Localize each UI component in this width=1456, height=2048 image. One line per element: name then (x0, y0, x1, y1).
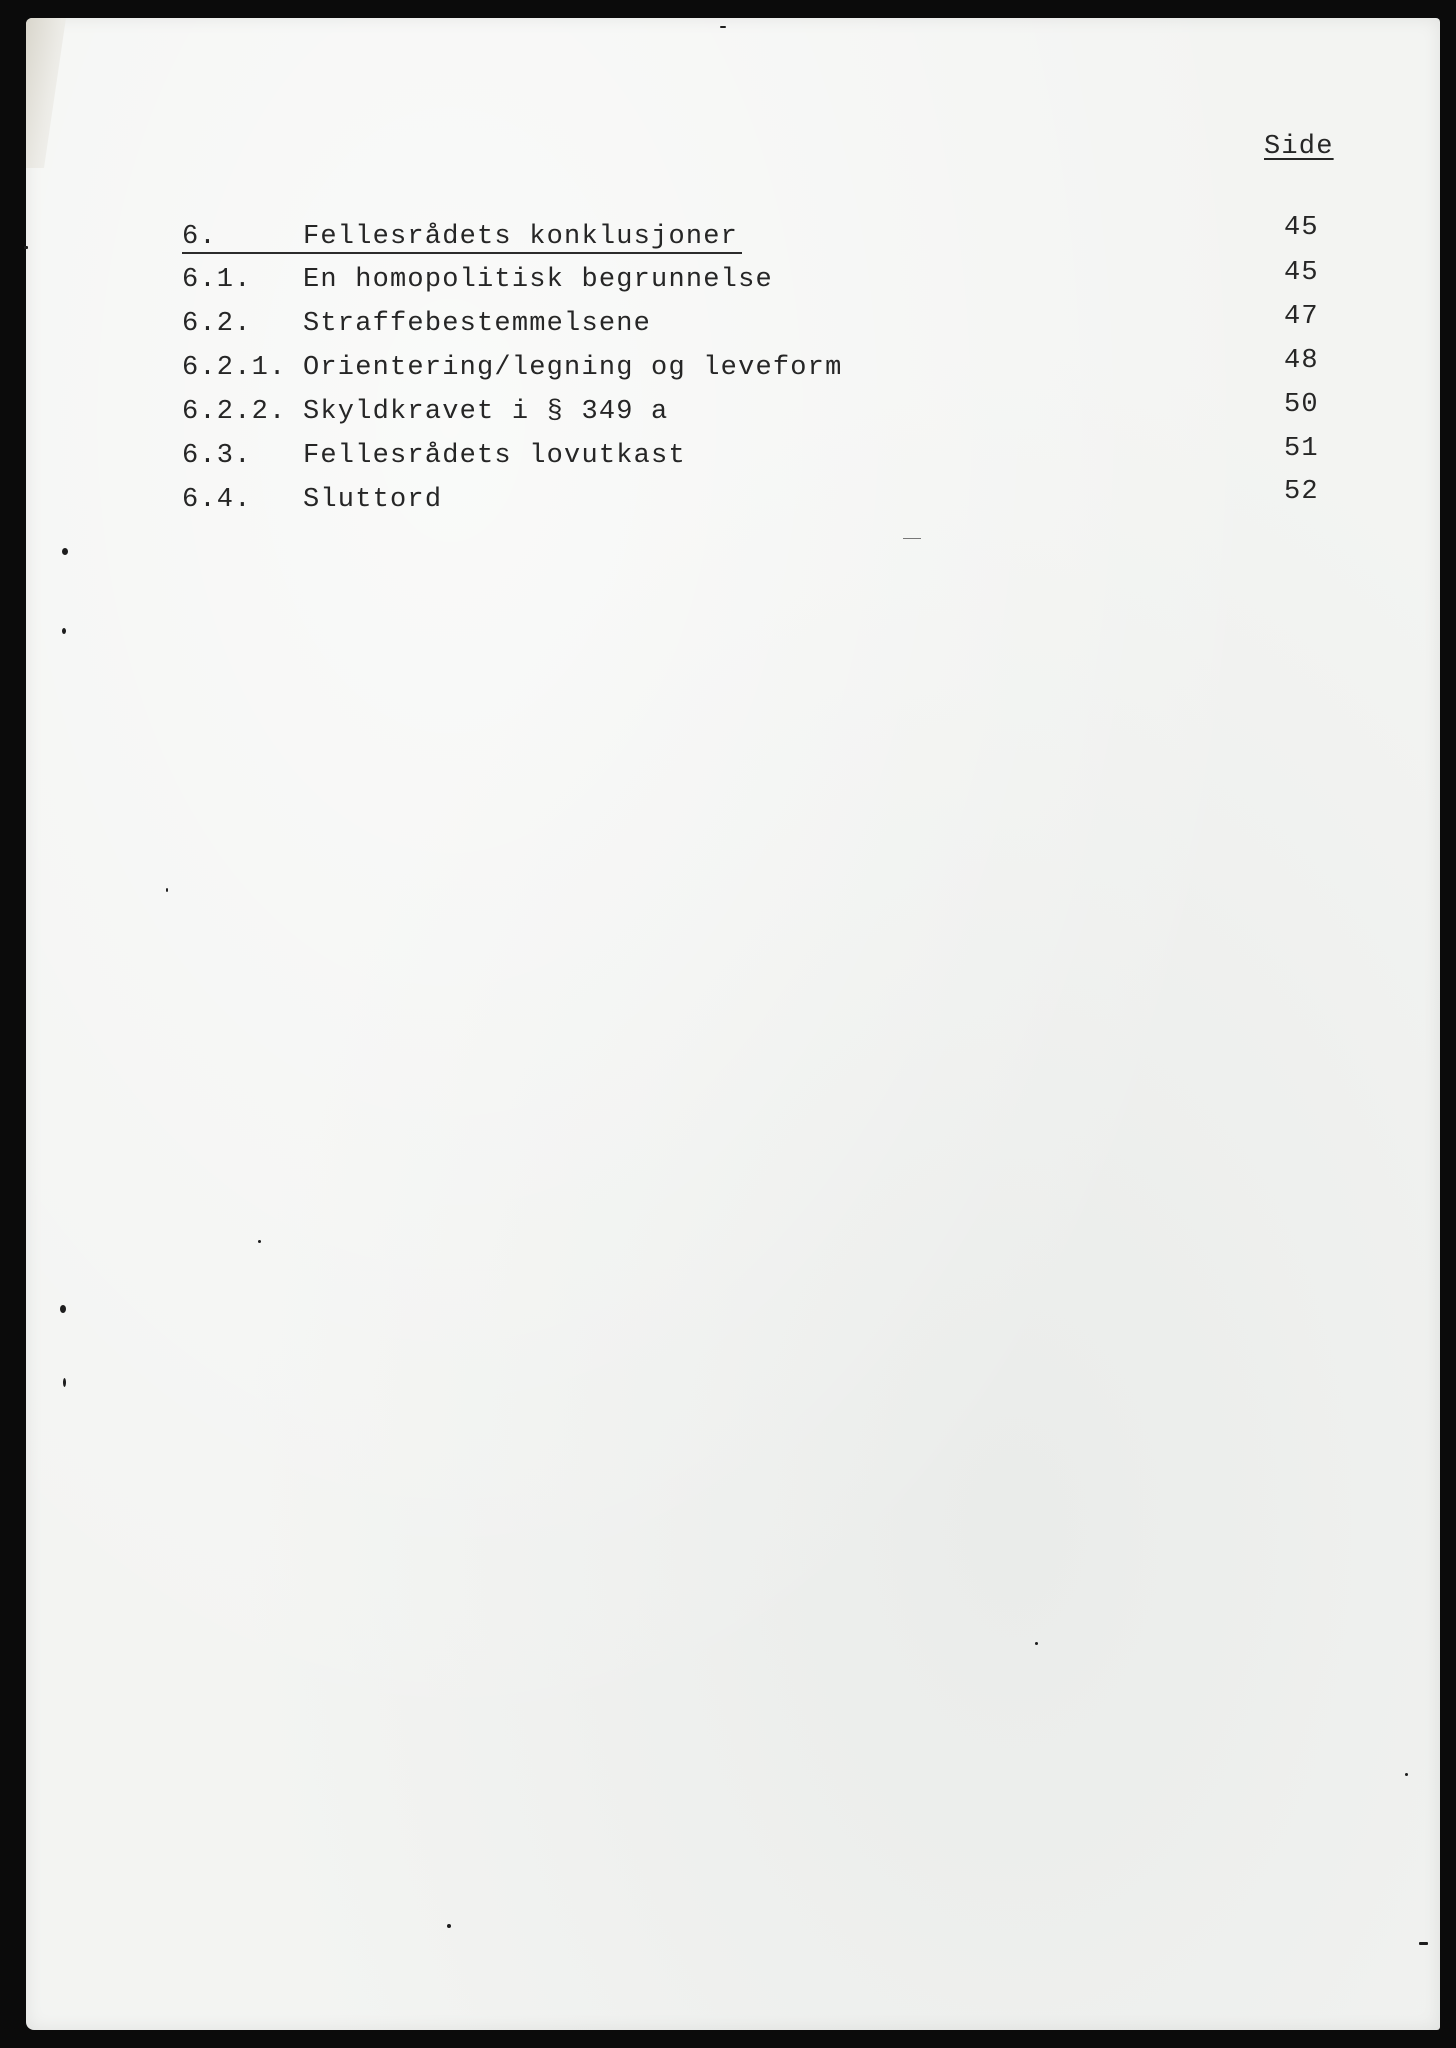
toc-entry-page: 47 (1284, 302, 1319, 332)
toc-entry-number: 6.4. (182, 485, 252, 515)
scan-speck (60, 1305, 66, 1313)
toc-entry-page: 52 (1284, 477, 1319, 507)
toc-entry-number: 6. (182, 222, 217, 252)
heading-underline (182, 252, 742, 254)
page-column-header: Side (1264, 132, 1334, 162)
toc-entry-number: 6.1. (182, 265, 252, 295)
toc-entry-number: 6.2.1. (182, 353, 287, 383)
scan-speck (1035, 1642, 1038, 1645)
scan-speck (447, 1924, 451, 1928)
toc-entry-title: Straffebestemmelsene (303, 309, 652, 339)
toc-entry-page: 45 (1284, 258, 1319, 288)
toc-entry-title: Fellesrådets konklusjoner (303, 222, 739, 252)
scan-speck (166, 888, 168, 892)
scan-speck (720, 26, 726, 28)
toc-entry-number: 6.2.2. (182, 397, 287, 427)
toc-entry-title: Fellesrådets lovutkast (303, 441, 686, 471)
toc-entry-page: 50 (1284, 390, 1319, 420)
scan-speck (903, 538, 921, 539)
toc-entry-page: 48 (1284, 346, 1319, 376)
toc-entry-title: Skyldkravet i § 349 a (303, 397, 669, 427)
scan-speck (62, 628, 66, 634)
toc-entry-number: 6.3. (182, 441, 252, 471)
toc-entry-number: 6.2. (182, 309, 252, 339)
scan-speck (62, 548, 68, 555)
scan-speck (1419, 1942, 1428, 1945)
toc-entry-page: 51 (1284, 434, 1319, 464)
toc-entry-page: 45 (1284, 213, 1319, 243)
scan-speck (1405, 1773, 1408, 1776)
toc-entry-title: Sluttord (303, 485, 443, 515)
scan-speck (63, 1378, 66, 1387)
scan-speck (258, 1240, 261, 1243)
toc-entry-title: Orientering/legning og leveform (303, 353, 843, 383)
toc-entry-title: En homopolitisk begrunnelse (303, 265, 773, 295)
scan-speck (24, 246, 28, 249)
